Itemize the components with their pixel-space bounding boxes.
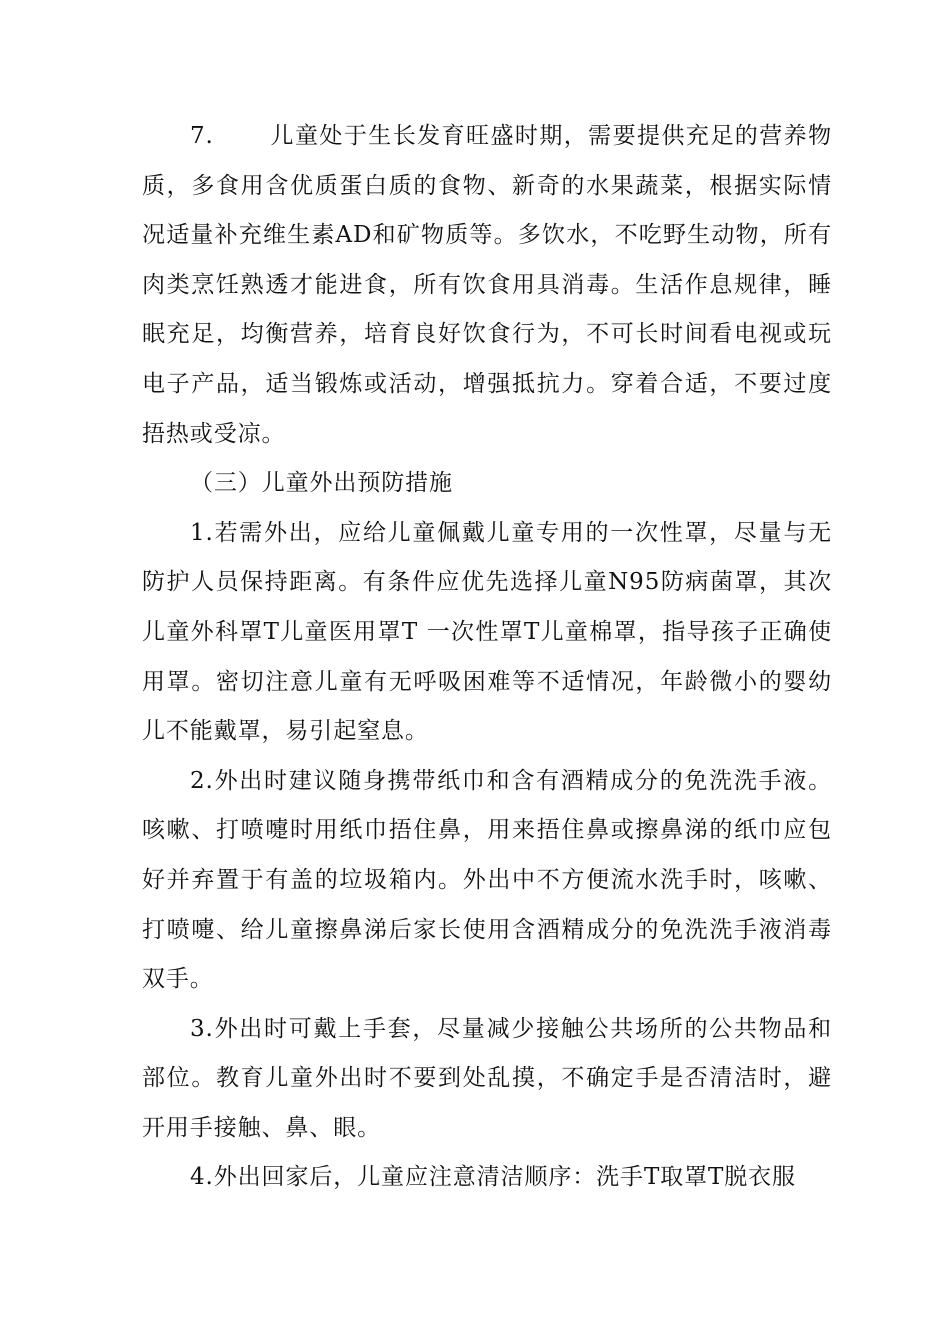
item-number: 7. (190, 123, 214, 149)
document-body (142, 112, 832, 1203)
item-text: 儿童处于生长发育旺盛时期，需要提供充足的营养物质，多食用含优质蛋白质的食物、新奇的水果蔬菜，根据实际情况适量补充维生素AD和矿物质等。多饮水，不吃野生动物，所有肉类烹饪熟透才能进食，所有饮食用具消毒。生活作息规律，睡眠充足，均衡营养，培育良好饮食行为，不可长时间看电视或玩电子产品，适当锻炼或活动，增强抵抗力。穿着合适，不要过度捂热或受凉。 (142, 123, 832, 447)
paragraph-3: 3.外出时可戴上手套，尽量减少接触公共场所的公共物品和部位。教育儿童外出时不要到处乱摸，不确定手是否清洁时，避开用手接触、鼻、眼。 (142, 1015, 832, 1141)
paragraph-item-7 (142, 112, 832, 459)
paragraph-2: 2.外出时建议随身携带纸巾和含有酒精成分的免洗洗手液。咳嗽、打喷嚏时用纸巾捂住鼻，用来捂住鼻或擦鼻涕的纸巾应包好并弃置于有盖的垃圾箱内。外出中不方便流水洗手时，咳嗽、打喷嚏、给儿童擦鼻涕后家长使用含酒精成分的免洗洗手液消毒双手。 (142, 767, 832, 993)
paragraph-4: 4.外出回家后，儿童应注意清洁顺序：洗手T取罩T脱衣服 (190, 1164, 796, 1191)
paragraph-1: 1.若需外出，应给儿童佩戴儿童专用的一次性罩，尽量与无防护人员保持距离。有条件应优先选择儿童N95防病菌罩，其次儿童外科罩T儿童医用罩T 一次性罩T儿童棉罩，指导孩子正确使用罩。密切注意儿童有无呼吸困难等不适情况，年龄微小的婴幼儿不能戴罩，易引起窒息。 (142, 519, 832, 745)
section-heading: （三）儿童外出预防措施 (190, 470, 453, 497)
